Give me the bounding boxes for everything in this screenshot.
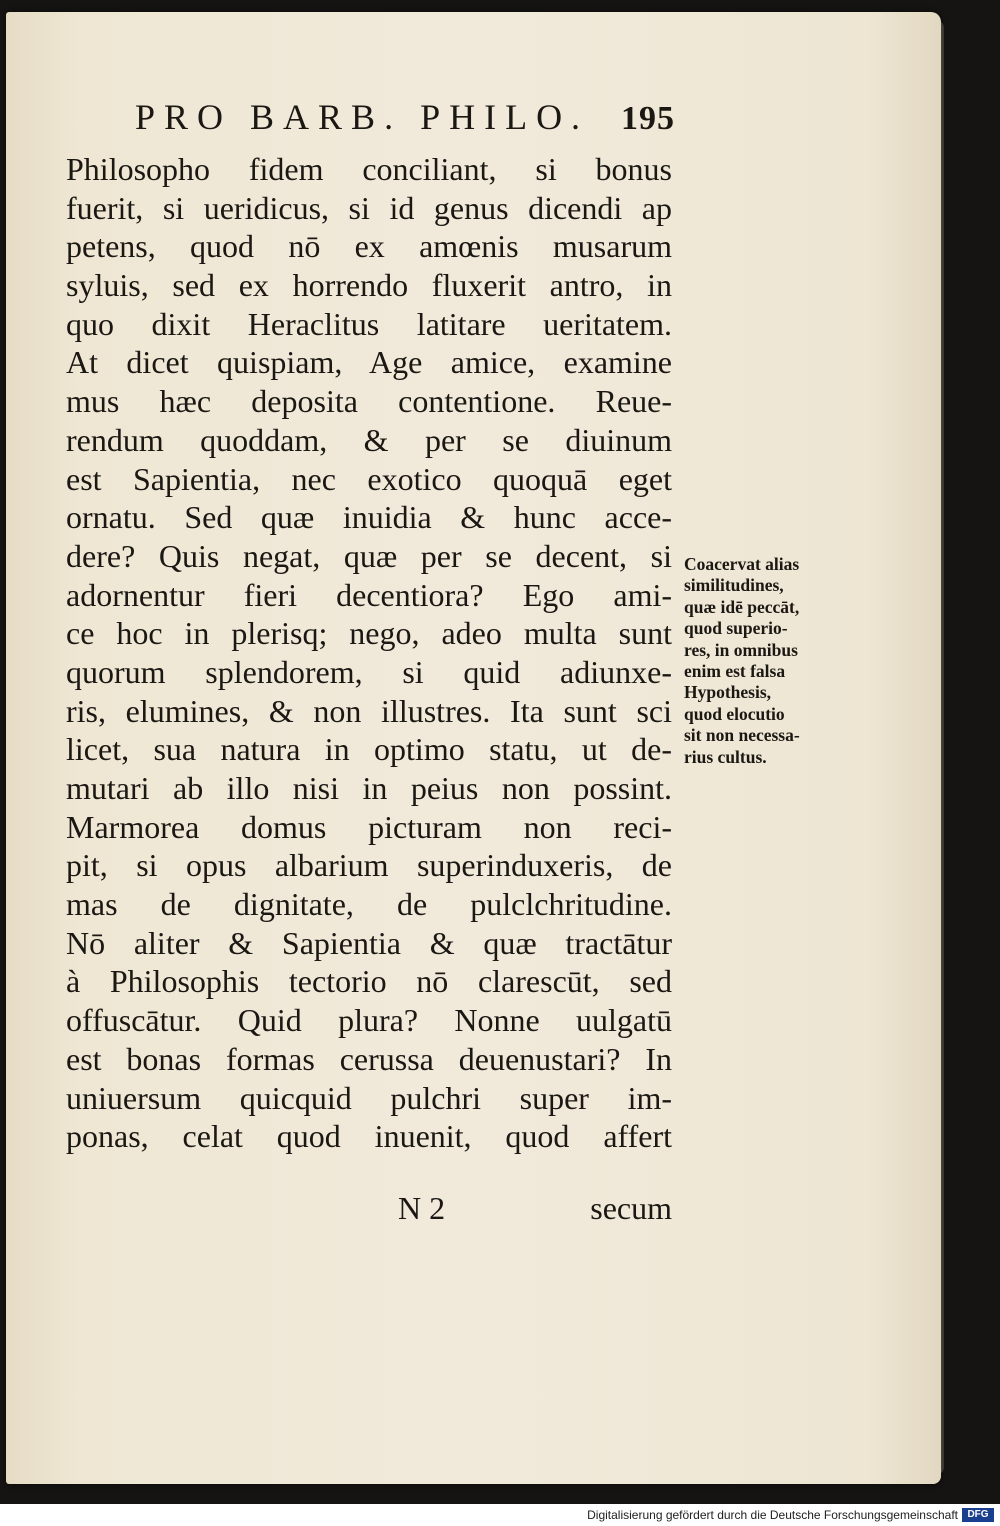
dfg-logo-icon: DFG [962,1508,994,1522]
text-line: fuerit, si ueridicus, si id genus dicendi ap [66,189,672,226]
text-line: uniuersum quicquid pulchri super im- [66,1079,672,1116]
text-line: mas de dignitate, de pulclchritudine. [66,886,672,923]
running-head [135,96,675,142]
text-line: quo dixit Heraclitus latitare ueritatem. [66,305,672,342]
text-line: ornatu. Sed quæ inuidia & hunc acce- [66,499,672,536]
text-line: At dicet quispiam, Age amice, examine [66,344,672,381]
marginal-note-line: rius cultus. [684,746,767,767]
text-line: petens, quod nō ex amœnis musarum [66,228,672,265]
text-line: Marmorea domus picturam non reci- [66,808,672,845]
text-line: ponas, celat quod inuenit, quod affert [66,1118,672,1155]
marginal-note-line: enim est falsa [684,660,786,681]
text-line: ris, elumines, & non illustres. Ita sunt sci [66,692,672,729]
text-line: ce hoc in plerisq; nego, adeo multa sunt [66,615,672,652]
text-line: adornentur fieri decentiora? Ego ami- [66,576,672,613]
folio-number: 195 [621,100,675,137]
running-head-title: PRO BARB. PHILO. [135,97,590,137]
text-line: est Sapientia, nec exotico quoquā eget [66,460,672,497]
text-line: Nō aliter & Sapientia & quæ tractātur [66,924,672,961]
marginal-note-line: quod elocutio [684,703,785,724]
marginal-note-line: similitudines, [684,575,784,596]
text-line: quorum splendorem, si quid adiunxe- [66,653,672,690]
text-line: offuscātur. Quid plura? Nonne uulgatū [66,1002,672,1039]
text-line: dere? Quis negat, quæ per se decent, si [66,537,672,574]
marginal-note-line: sit non necessa- [684,725,800,746]
footer-bar [0,1504,1000,1526]
page-foot-line [66,1190,672,1230]
text-line: Philosopho fidem conciliant, si bonus [66,151,672,187]
marginal-note [684,554,844,768]
footer-credit: Digitalisierung gefördert durch die Deutsche Forschungsgemeinschaft [587,1508,958,1522]
catchword: secum [590,1190,672,1226]
text-line: mutari ab illo nisi in peius non possint. [66,770,672,806]
text-line: à Philosophis tectorio nō clarescūt, sed [66,963,672,1000]
text-line: est bonas formas cerussa deuenustari? In [66,1040,672,1077]
marginal-note-line: Coacervat alias [684,554,800,574]
marginal-note-line: Hypothesis, [684,682,772,703]
text-line: licet, sua natura in optimo statu, ut de- [66,731,672,768]
marginal-note-line: quæ idē peccāt, [684,596,800,617]
marginal-note-line: res, in omnibus [684,639,798,660]
body-text [66,150,672,1156]
marginal-note-line: quod superio- [684,618,788,639]
text-line: mus hæc deposita contentione. Reue- [66,383,672,420]
text-line: rendum quoddam, & per se diuinum [66,421,672,458]
text-line: syluis, sed ex horrendo fluxerit antro, in [66,267,672,304]
signature-mark: N 2 [398,1190,446,1226]
text-line: pit, si opus albarium superinduxeris, de [66,847,672,884]
